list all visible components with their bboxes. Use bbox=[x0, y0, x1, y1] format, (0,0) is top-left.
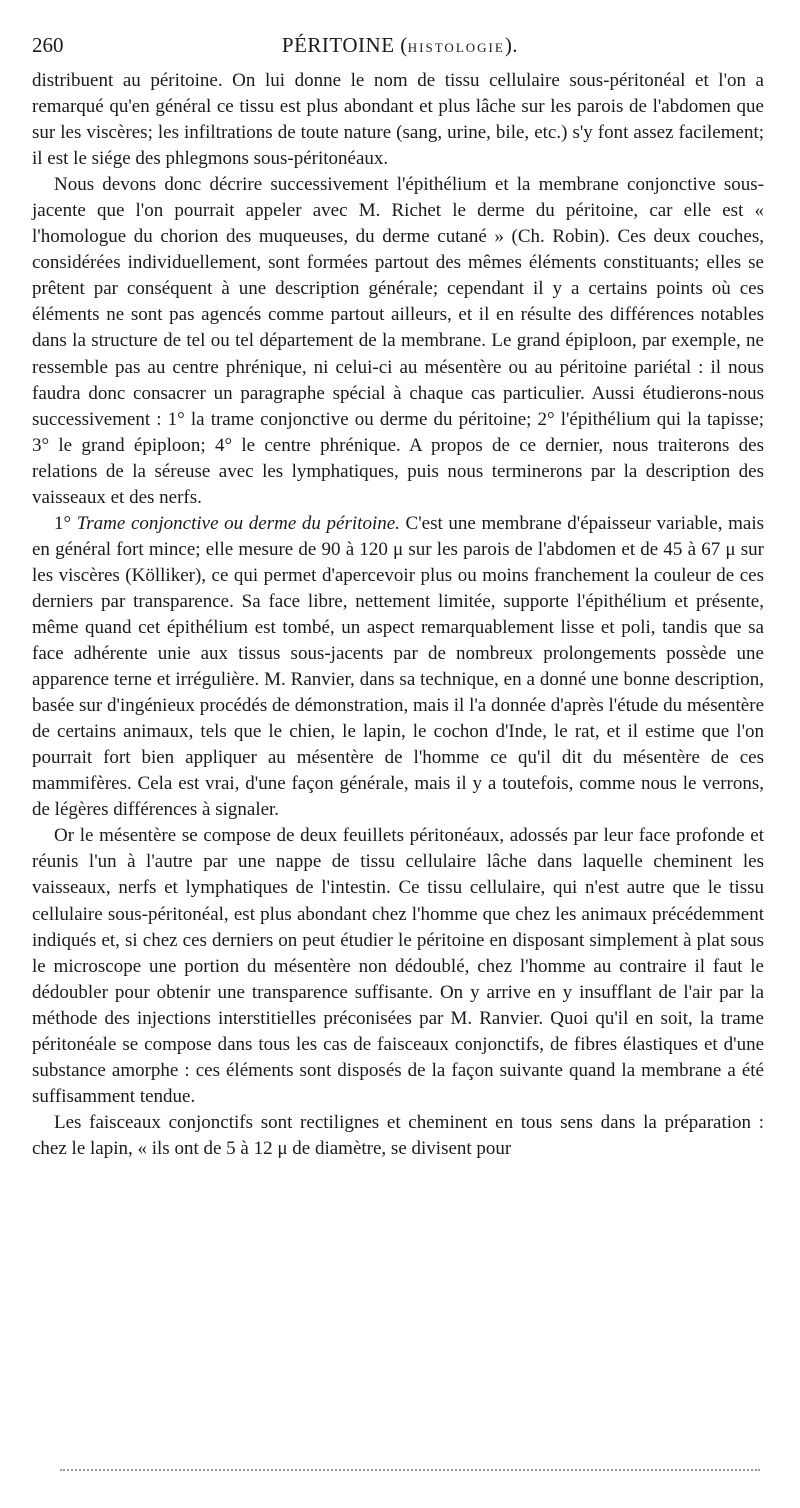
paragraph-continuation: distribuent au péritoine. On lui donne le nom de tissu cellulaire sous-péritonéal et l'on a remarqué qu'en général ce tissu est plus abondant et plus lâche sur les parois de l'abdomen que sur les viscères; les infiltrations de toute nature (sang, urine, bile, etc.) s'y font assez facilement; il est le siége des phlegmons sous-péritonéaux. bbox=[32, 70, 764, 170]
section-heading: Trame conjonctive ou derme du péritoine. bbox=[76, 512, 400, 534]
running-title-subject: HISTOLOGIE bbox=[407, 40, 505, 55]
page-number: 260 bbox=[32, 33, 64, 57]
footer-rule bbox=[60, 1469, 760, 1471]
running-head bbox=[32, 30, 768, 60]
section-text: C'est une membrane d'épaisseur variable, mais en général fort mince; elle mesure de 90 à 120 μ sur les parois de l'abdomen et de 45 à 67 μ sur les viscères (Kölliker), ce qui permet d'apercevoir plus ou moins franchement la couleur de ces derniers par transparence. Sa face libre, nettement limitée, supporte l'épithélium et présente, même quand cet épithélium est tombé, un aspect remarquablement lisse et poli, tandis que sa face adhérente unie aux tissus sous-jacents par de nombreux prolongements possède une apparence terne et irrégulière. M. Ranvier, dans sa technique, en a donné une bonne description, basée sur d'ingénieux procédés de démonstration, mais il l'a donnée d'après l'étude du mésentère de certains animaux, tels que le chien, le lapin, le cochon d'Inde, le rat, et il estime que l'on pourrait fort bien appliquer au mésentère de l'homme ce qu'il dit du mésentère de ces mammifères. Cela est vrai, d'une façon générale, mais il y a toutefois, comme nous le verrons, de légères différences à signaler. bbox=[32, 512, 764, 821]
running-title-main: PÉRITOINE ( bbox=[281, 33, 408, 57]
running-title-close: ). bbox=[504, 33, 519, 57]
paragraph-mesentere: Or le mésentère se compose de deux feuillets péritonéaux, adossés par leur face profonde et réunis l'un à l'autre par une nappe de tissu cellulaire lâche dans laquelle cheminent les vaisseaux, nerfs et lymphatiques de l'intestin. Ce tissu cellulaire, qui n'est autre que le tissu cellulaire sous-péritonéal, est plus abondant chez l'homme que chez les animaux précédemment indiqués et, si chez ces derniers on peut étudier le péritoine en disposant simplement à plat sous le microscope une portion du mésentère non dédoublé, chez l'homme au contraire il faut le dédoubler pour obtenir une transparence suffisante. On y arrive en y insufflant de l'air par la méthode des injections interstitielles préconisées par M. Ranvier. Quoi qu'il en soit, la trame péritonéale se compose dans tous les cas de faisceaux conjonctifs, de fibres élastiques et d'une substance amorphe : ces éléments sont disposés de la façon suivante quand la membrane a été suffisamment tendue. bbox=[32, 825, 764, 1107]
paragraph-faisceaux: Les faisceaux conjonctifs sont rectilignes et cheminent en tous sens dans la préparation : chez le lapin, « ils ont de 5 à 12 μ de diamètre, se divisent pour bbox=[32, 1111, 764, 1159]
paragraph-trame bbox=[32, 511, 764, 824]
section-number: 1° bbox=[54, 512, 77, 534]
running-title bbox=[32, 30, 768, 63]
body-text bbox=[32, 68, 764, 1162]
paragraph-plan: Nous devons donc décrire successivement l'épithélium et la membrane conjonctive sous-jacente que l'on pourrait appeler avec M. Richet le derme du péritoine, car elle est « l'homologue du chorion des muqueuses, du derme cutané » (Ch. Robin). Ces deux couches, considérées individuellement, sont formées partout des mêmes éléments constituants; elles se prêtent par conséquent à une description générale; cependant il y a certains points où ces éléments ne sont pas agencés comme partout ailleurs, et il en résulte des différences notables dans la structure de tel ou tel département de la membrane. Le grand épiploon, par exemple, ne ressemble pas au centre phrénique, ni celui-ci au mésentère ou au péritoine pariétal : il nous faudra donc consacrer un paragraphe spécial à chaque cas particulier. Aussi étudierons-nous successivement : 1° la trame conjonctive ou derme du péritoine; 2° l'épithélium qui la tapisse; 3° le grand épiploon; 4° le centre phrénique. A propos de ce dernier, nous traiterons des relations de la séreuse avec les lymphatiques, puis nous terminerons par la description des vaisseaux et des nerfs. bbox=[32, 174, 764, 508]
